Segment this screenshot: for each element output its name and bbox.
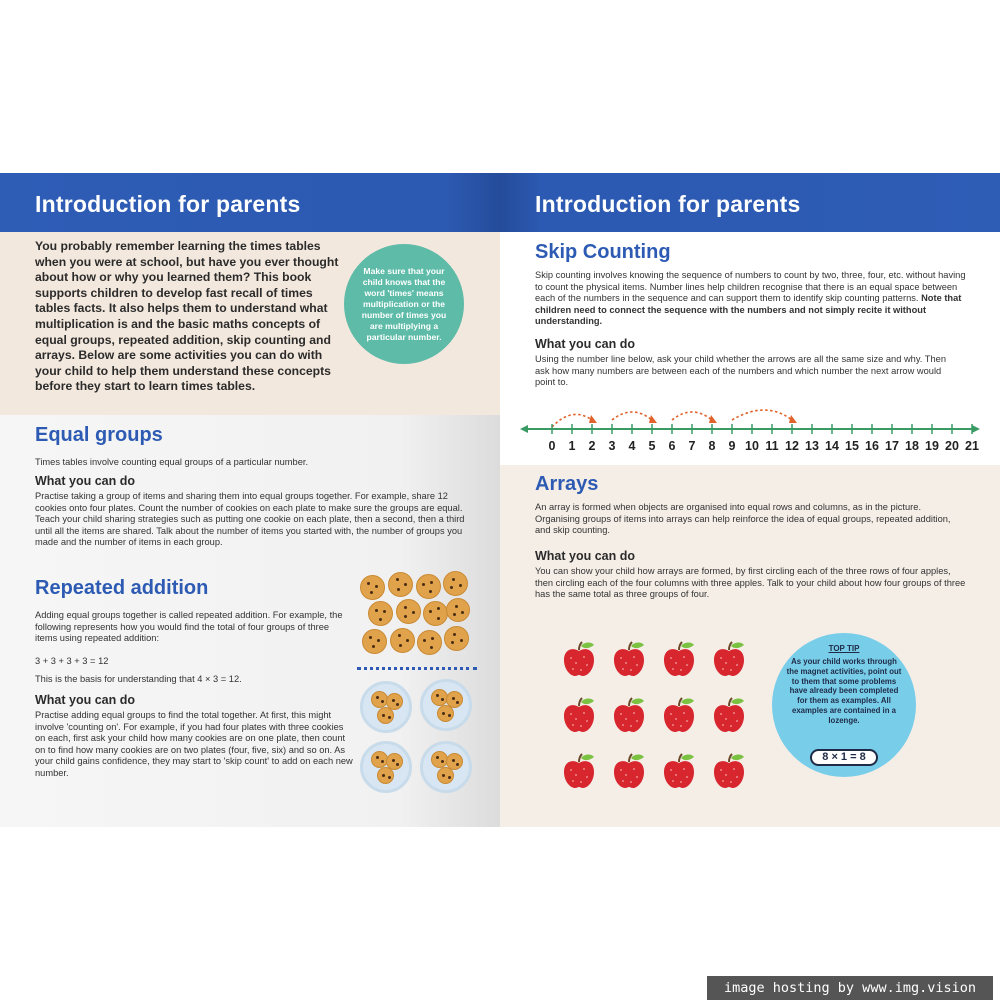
cookie-icon — [437, 767, 454, 784]
apple-icon — [712, 753, 746, 787]
dotted-separator — [357, 667, 477, 670]
right-page-title: Introduction for parents — [535, 191, 801, 217]
number-line-label: 11 — [765, 439, 779, 453]
number-line-label: 18 — [905, 439, 919, 453]
watermark: image hosting by www.img.vision — [707, 976, 993, 1000]
repeated-addition-body: Adding equal groups together is called repeated addition. For example, the following represents how you would find the total of four groups of three items using repeated addition: — [35, 610, 343, 644]
plate-icon — [360, 681, 412, 733]
number-line-label: 7 — [688, 439, 696, 453]
top-tip-text: As your child works through the magnet activities, point out to them that some problems have already been completed for them as examples. All examples are contained in a lozenge. — [786, 657, 902, 725]
apple-icon — [662, 753, 696, 787]
apple-icon — [612, 753, 646, 787]
number-line-label: 15 — [845, 439, 859, 453]
cookie-icon — [368, 601, 393, 626]
example-lozenge: 8 × 1 = 8 — [810, 749, 878, 766]
number-line-label: 3 — [608, 439, 616, 453]
apple-icon — [562, 697, 596, 731]
cookie-icon — [377, 707, 394, 724]
repeated-addition-what-body: Practise adding equal groups to find the total together. At first, this might involve 'counting on'. For example, if you had four plates with three cookies on each, first ask your child how many cookies are on one plate, then count on to find how many cookies are on two plates (four, five, six) and so on. As your child gains confidence, they may start to 'skip count' to add on each new number. — [35, 710, 353, 778]
number-line-label: 19 — [925, 439, 939, 453]
equal-groups-title: Equal groups — [35, 424, 163, 446]
number-line-label: 21 — [965, 439, 979, 453]
repeated-addition-what-title: What you can do — [35, 693, 135, 707]
number-line-label: 5 — [648, 439, 656, 453]
equal-groups-what-title: What you can do — [35, 474, 135, 488]
cookie-icon — [446, 598, 470, 622]
plate-icon — [420, 741, 472, 793]
equal-groups-what-body: Practise taking a group of items and sharing them into equal groups together. For example, share 12 cookies onto four plates. Count the number of cookies on each plate to make sure the groups are equal. Teach your child sharing strategies such as putting one cookie on each plate, then a second, then a third until all the items are shared. Talk about the number of items you started with, the number of groups you made and the number of items in each group. — [35, 491, 465, 548]
cookie-icon — [437, 705, 454, 722]
arrays-title: Arrays — [535, 473, 599, 495]
left-page — [0, 173, 500, 827]
skip-counting-what-body: Using the number line below, ask your child whether the arrows are all the same size and why. Then ask how many numbers are between each of the numbers and which number the next arrow would point to. — [535, 354, 946, 388]
cookie-icon — [443, 571, 468, 596]
plate-icon — [420, 679, 472, 731]
apple-icon — [612, 697, 646, 731]
number-line-label: 1 — [568, 439, 576, 453]
cookie-icon — [377, 767, 394, 784]
number-line-label: 4 — [628, 439, 636, 453]
number-line-label: 10 — [745, 439, 759, 453]
cookie-icon — [444, 626, 469, 651]
equal-groups-body: Times tables involve counting equal groups of a particular number. — [35, 457, 309, 467]
apple-icon — [562, 753, 596, 787]
number-line-label: 6 — [668, 439, 676, 453]
plate-icon — [360, 741, 412, 793]
repeated-addition-title: Repeated addition — [35, 577, 209, 599]
arrays-what-body: You can show your child how arrays are formed, by first circling each of the three rows of four apples, then circling each of the four columns with three apples. Talk to your child about how four groups of three has the same total as three groups of four. — [535, 566, 966, 600]
cookie-pile — [358, 570, 470, 658]
skip-counting-title: Skip Counting — [535, 241, 671, 263]
number-line-label: 13 — [805, 439, 819, 453]
number-line-label: 8 — [708, 439, 716, 453]
callout-text: Make sure that your child knows that the word 'times' means multiplication or the number of times you are multiplying a particular number. — [361, 265, 447, 342]
cookie-icon — [416, 574, 441, 599]
arrays-body: An array is formed when objects are organised into equal rows and columns, as in the picture. Organising groups of items into arrays can help reinforce the idea of equal groups, repeated addition, and skip counting. — [535, 502, 951, 536]
cookie-icon — [390, 628, 415, 653]
book-spread — [0, 173, 1000, 827]
repeated-addition-equation: 3 + 3 + 3 + 3 = 12 — [35, 656, 109, 666]
number-line-label: 12 — [785, 439, 799, 453]
left-page-title: Introduction for parents — [35, 191, 301, 217]
intro-paragraph: You probably remember learning the times tables when you were at school, but have you ever thought about how or why you learned them? This book supports children to develop fast recall of times tables facts. It also helps them to understand what multiplication is and the basic maths concepts of equal groups, repeated addition, skip counting and arrays. Below are some activities you can do with your child to help them understand these concepts before they start to learn times tables. — [35, 239, 339, 394]
left-header — [0, 173, 500, 232]
number-line-label: 0 — [548, 439, 556, 453]
cookie-icon — [423, 601, 448, 626]
number-line-label: 9 — [728, 439, 736, 453]
number-line-label: 14 — [825, 439, 839, 453]
apple-icon — [562, 641, 596, 675]
cookie-icon — [396, 599, 421, 624]
cookie-icon — [360, 575, 385, 600]
number-line-label: 16 — [865, 439, 879, 453]
top-tip-circle — [772, 633, 916, 777]
right-page — [500, 173, 1000, 827]
skip-counting-note: Note that children need to connect the sequence with the numbers and not simply recite it without understanding. — [535, 293, 962, 327]
apple-icon — [712, 697, 746, 731]
cookie-icon — [362, 629, 387, 654]
apple-icon — [662, 697, 696, 731]
number-line-label: 20 — [945, 439, 959, 453]
arrays-what-title: What you can do — [535, 549, 635, 563]
apple-icon — [662, 641, 696, 675]
plates-with-cookies — [358, 679, 478, 797]
callout-circle — [344, 244, 464, 364]
top-tip-title: TOP TIP — [828, 644, 860, 653]
repeated-addition-basis: This is the basis for understanding that 4 × 3 = 12. — [35, 674, 242, 684]
apple-icon — [612, 641, 646, 675]
apple-array — [500, 173, 1000, 827]
cookie-icon — [417, 630, 442, 655]
number-line-label: 17 — [885, 439, 899, 453]
skip-counting-body-text: Skip counting involves knowing the sequence of numbers to count by two, three, four, etc. without having to count the physical items. Number lines help children recognise that there is an equal space between each of the numbers in the sequence and can support them to identify skip counting patterns. — [535, 270, 966, 304]
apple-icon — [712, 641, 746, 675]
skip-counting-what-title: What you can do — [535, 337, 635, 351]
cookie-icon — [388, 572, 413, 597]
number-line-label: 2 — [588, 439, 596, 453]
